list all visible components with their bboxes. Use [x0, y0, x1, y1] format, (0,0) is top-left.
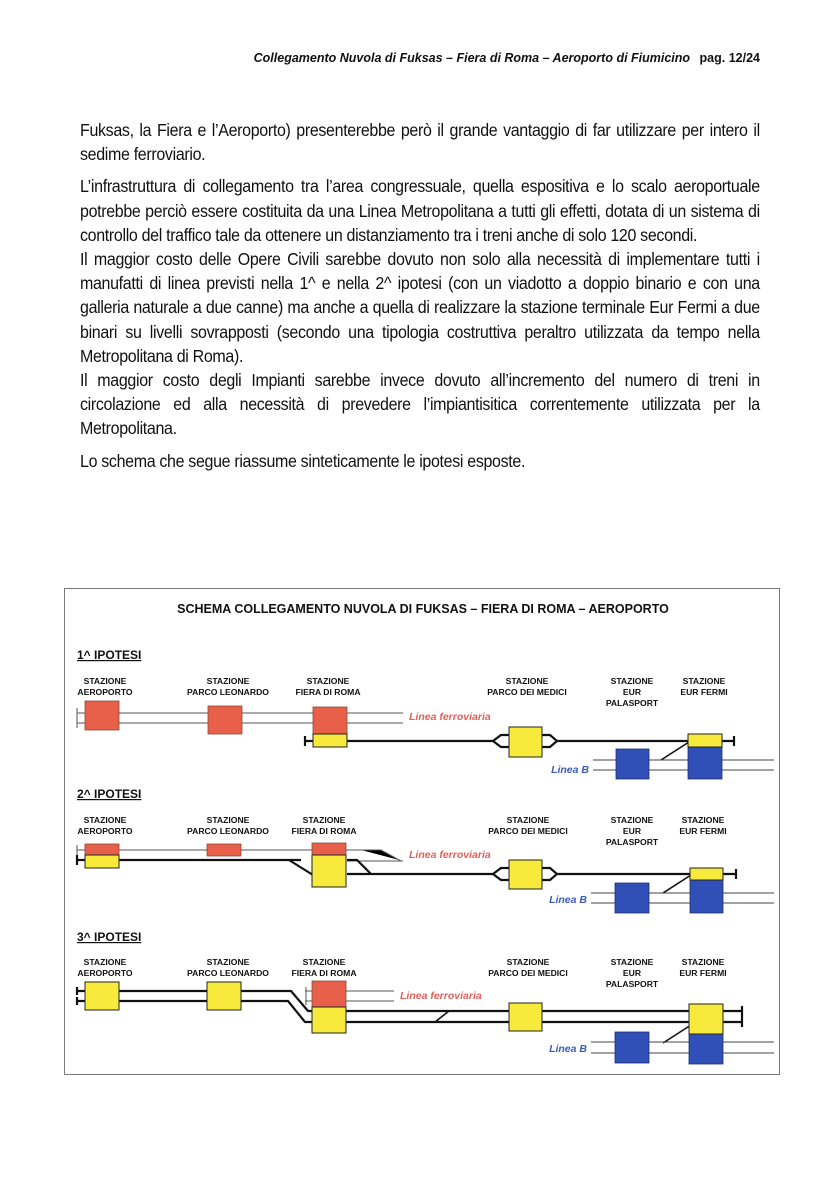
- svg-text:EUR FERMI: EUR FERMI: [680, 687, 728, 697]
- station-fiera-new-line: [312, 1007, 346, 1033]
- station-eur-fermi-new-line: [689, 1004, 723, 1034]
- svg-text:STAZIONE: STAZIONE: [206, 676, 250, 686]
- svg-text:STAZIONE: STAZIONE: [682, 676, 726, 686]
- station-eur-fermi-new-line: [688, 734, 722, 747]
- paragraph: Lo schema che segue riassume sinteticamente le ipotesi esposte.: [80, 450, 526, 471]
- svg-text:PARCO DEI MEDICI: PARCO DEI MEDICI: [488, 968, 568, 978]
- svg-text:FIERA DI ROMA: FIERA DI ROMA: [295, 687, 361, 697]
- svg-text:EUR FERMI: EUR FERMI: [679, 968, 727, 978]
- svg-text:STAZIONE: STAZIONE: [610, 957, 654, 967]
- station-eur-fermi-linea-b: [688, 746, 722, 779]
- svg-text:EUR: EUR: [622, 826, 642, 836]
- svg-text:STAZIONE: STAZIONE: [83, 957, 127, 967]
- svg-text:STAZIONE: STAZIONE: [681, 957, 725, 967]
- station-parco-leonardo-railway: [207, 844, 241, 856]
- page-header: [0, 51, 760, 65]
- linea-ferroviaria-label: Linea ferroviaria: [400, 990, 482, 1002]
- station-labels: [77, 957, 726, 989]
- svg-text:AEROPORTO: AEROPORTO: [77, 968, 133, 978]
- paragraph: Fuksas, la Fiera e l’Aeroporto) presenterebbe però il grande vantaggio di far utilizzare per intero il sedime ferroviario.: [80, 120, 760, 165]
- svg-text:PARCO DEI MEDICI: PARCO DEI MEDICI: [488, 826, 568, 836]
- station-fiera-new-line: [313, 734, 347, 747]
- svg-text:PARCO DEI MEDICI: PARCO DEI MEDICI: [487, 687, 567, 697]
- station-parco-medici-new-line: [509, 860, 542, 889]
- hypothesis-2: [77, 787, 774, 913]
- station-fiera-railway: [312, 981, 346, 1007]
- svg-text:FIERA DI ROMA: FIERA DI ROMA: [291, 968, 357, 978]
- svg-text:PALASPORT: PALASPORT: [605, 979, 659, 989]
- station-aeroporto-railway: [85, 844, 119, 855]
- railway-schema-figure: [64, 588, 780, 1075]
- linea-b-label: Linea B: [549, 894, 587, 906]
- linea-b-label: Linea B: [551, 764, 589, 776]
- hypothesis-3: [77, 930, 774, 1064]
- station-eur-palasport-linea-b: [615, 883, 649, 913]
- station-fiera-railway: [312, 843, 346, 855]
- svg-text:STAZIONE: STAZIONE: [206, 957, 250, 967]
- svg-text:EUR: EUR: [622, 968, 642, 978]
- station-eur-palasport-linea-b: [615, 1032, 649, 1063]
- station-aeroporto-new-line: [85, 855, 119, 868]
- svg-text:EUR FERMI: EUR FERMI: [679, 826, 727, 836]
- svg-text:STAZIONE: STAZIONE: [206, 815, 250, 825]
- page-number: pag. 12/24: [699, 51, 760, 65]
- hypothesis-title: 1^ IPOTESI: [77, 648, 142, 662]
- hypothesis-title: 3^ IPOTESI: [77, 930, 142, 944]
- svg-text:STAZIONE: STAZIONE: [681, 815, 725, 825]
- svg-text:PALASPORT: PALASPORT: [605, 698, 659, 708]
- svg-text:EUR: EUR: [622, 687, 642, 697]
- station-fiera-railway: [313, 707, 347, 734]
- station-eur-palasport-linea-b: [616, 749, 649, 779]
- svg-text:STAZIONE: STAZIONE: [506, 957, 550, 967]
- svg-text:PARCO LEONARDO: PARCO LEONARDO: [187, 687, 269, 697]
- diagram-title: SCHEMA COLLEGAMENTO NUVOLA DI FUKSAS – FIERA DI ROMA – AEROPORTO: [177, 602, 669, 616]
- svg-text:STAZIONE: STAZIONE: [505, 676, 549, 686]
- railway-schema-diagram: [65, 589, 781, 1076]
- paragraph: Il maggior costo degli Impianti sarebbe invece dovuto all’incremento del numero di treni in circolazione ed alla necessità di prevedere l’impiantisitica correntemente utilizzata per la Metropolitana.: [80, 370, 760, 439]
- svg-text:PARCO LEONARDO: PARCO LEONARDO: [187, 826, 269, 836]
- station-eur-fermi-linea-b: [690, 880, 723, 913]
- svg-text:FIERA DI ROMA: FIERA DI ROMA: [291, 826, 357, 836]
- station-parco-medici-new-line: [509, 727, 542, 757]
- svg-text:STAZIONE: STAZIONE: [302, 957, 346, 967]
- linea-b-label: Linea B: [549, 1043, 587, 1055]
- svg-text:PARCO LEONARDO: PARCO LEONARDO: [187, 968, 269, 978]
- svg-text:PALASPORT: PALASPORT: [605, 837, 659, 847]
- svg-text:STAZIONE: STAZIONE: [306, 676, 350, 686]
- document-title: Collegamento Nuvola di Fuksas – Fiera di Roma – Aeroporto di Fiumicino: [253, 51, 691, 65]
- station-eur-fermi-linea-b: [689, 1034, 723, 1064]
- station-aeroporto-railway: [85, 701, 119, 730]
- hypothesis-title: 2^ IPOTESI: [77, 787, 142, 801]
- station-parco-leonardo-new-line: [207, 982, 241, 1010]
- paragraph: Il maggior costo delle Opere Civili sarebbe dovuto non solo alla necessità di implementare tutti i manufatti di linea previsti nella 1^ e nella 2^ ipotesi (con un viadotto a doppio binario e con una galleria naturale a due canne) ma anche a quella di realizzare la stazione terminale Eur Fermi a due binari su livelli sovrapposti (secondo una tipologia costruttiva peraltro utilizzata da tempo nella Metropolitana di Roma).: [80, 249, 760, 366]
- body-text: [80, 118, 760, 473]
- station-parco-leonardo-railway: [208, 706, 242, 734]
- linea-ferroviaria-label: Linea ferroviaria: [409, 849, 491, 861]
- station-labels: [77, 815, 726, 847]
- svg-text:STAZIONE: STAZIONE: [302, 815, 346, 825]
- hypothesis-1: [77, 648, 774, 779]
- station-labels: [77, 676, 727, 708]
- svg-text:STAZIONE: STAZIONE: [506, 815, 550, 825]
- station-fiera-new-line: [312, 855, 346, 887]
- svg-text:AEROPORTO: AEROPORTO: [77, 826, 133, 836]
- svg-text:AEROPORTO: AEROPORTO: [77, 687, 133, 697]
- paragraph: L’infrastruttura di collegamento tra l’area congressuale, quella espositiva e lo scalo aeroportuale potrebbe perciò essere costituita da una Linea Metropolitana a tutti gli effetti, dotata di un sistema di controllo del traffico tale da ottenere un distanziamento tra i treni anche di solo 120 secondi.: [80, 176, 760, 245]
- station-eur-fermi-new-line: [690, 868, 723, 880]
- svg-text:STAZIONE: STAZIONE: [83, 815, 127, 825]
- svg-text:STAZIONE: STAZIONE: [83, 676, 127, 686]
- station-aeroporto-new-line: [85, 982, 119, 1010]
- linea-ferroviaria-label: Linea ferroviaria: [409, 711, 491, 723]
- station-parco-medici-new-line: [509, 1003, 542, 1031]
- svg-text:STAZIONE: STAZIONE: [610, 815, 654, 825]
- svg-text:STAZIONE: STAZIONE: [610, 676, 654, 686]
